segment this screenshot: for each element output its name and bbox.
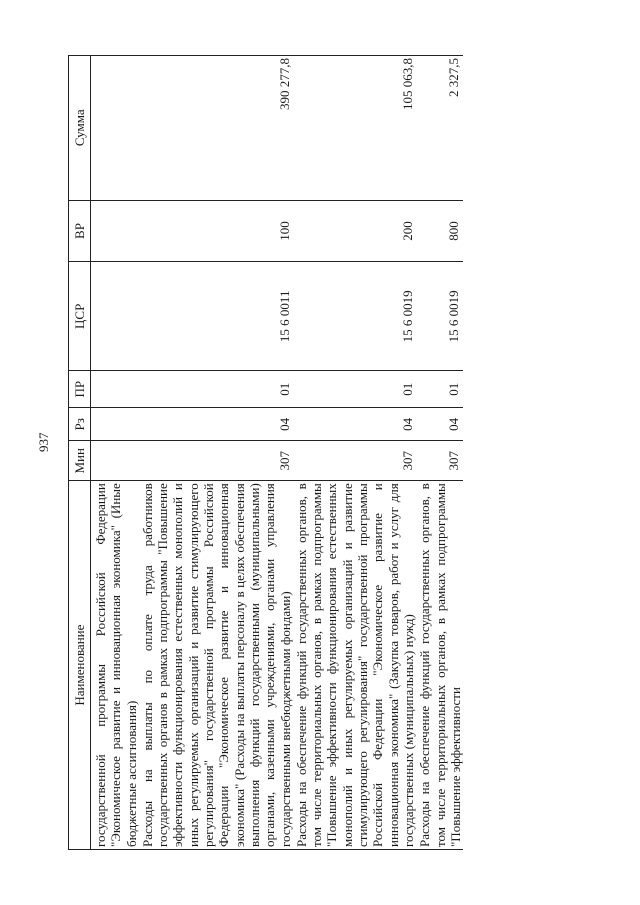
row-pr: 01: [294, 371, 417, 408]
row-name: государственной программы Российской Федерации "Экономическое развитие и инновационная экономика" (Иные бюджетные ассигнования): [91, 481, 140, 850]
row-csr: [91, 262, 140, 371]
column-header-sum: Сумма: [69, 56, 91, 201]
row-rz: [91, 408, 140, 441]
budget-table: [68, 55, 463, 850]
table-row: [140, 56, 294, 850]
row-rz: 04: [294, 408, 417, 441]
column-header-name: Наименование: [69, 481, 91, 850]
row-min: [91, 441, 140, 481]
column-header-vr: ВР: [69, 200, 91, 262]
page-number: 937: [36, 432, 51, 452]
column-header-rz: Рз: [69, 408, 91, 441]
row-rz: 04: [140, 408, 294, 441]
row-sum: [91, 56, 140, 201]
row-sum: 390 277,8: [140, 56, 294, 201]
row-min: 307: [417, 441, 463, 481]
column-header-csr: ЦСР: [69, 262, 91, 371]
row-name: Расходы на выплаты по оплате труда работников государственных органов в рамках подпрограммы "Повышение эффективности функционирования естественных монополий и иных регулируемых организаций и развитие стимулирующего регулирования" государственной программы Российской Федерации "Экономическое развитие и инновационная экономика" (Расходы на выплаты персоналу в целях обеспечения выполнения функций государственными (муниципальными) органами, казенными учреждениями, органами управления государственными внебюджетными фондами): [140, 481, 294, 850]
row-pr: [91, 371, 140, 408]
column-header-min: Мин: [69, 441, 91, 481]
row-vr: [91, 200, 140, 262]
table-row: [294, 56, 417, 850]
row-vr: 200: [294, 200, 417, 262]
row-name: Расходы на обеспечение функций государственных органов, в том числе территориальных органов, в рамках подпрограммы "Повышение эффективности: [417, 481, 463, 850]
row-sum: 105 063,8: [294, 56, 417, 201]
row-min: 307: [140, 441, 294, 481]
table-row: [91, 56, 140, 850]
row-vr: 800: [417, 200, 463, 262]
row-vr: 100: [140, 200, 294, 262]
row-name: Расходы на обеспечение функций государственных органов, в том числе территориальных органов, в рамках подпрограммы "Повышение эффективности функционирования естественных монополий и иных регулируемых организаций и развитие стимулирующего регулирования" государственной программы Российской Федерации "Экономическое развитие и инновационная экономика" (Закупка товаров, работ и услуг для государственных (муниципальных) нужд): [294, 481, 417, 850]
row-rz: 04: [417, 408, 463, 441]
table-header: [69, 56, 91, 850]
table-row: [417, 56, 463, 850]
row-pr: 01: [417, 371, 463, 408]
row-csr: 15 6 0019: [417, 262, 463, 371]
row-csr: 15 6 0019: [294, 262, 417, 371]
row-csr: 15 6 0011: [140, 262, 294, 371]
row-min: 307: [294, 441, 417, 481]
rotated-page: [68, 55, 588, 850]
column-header-pr: ПР: [69, 371, 91, 408]
row-sum: 2 327,5: [417, 56, 463, 201]
row-pr: 01: [140, 371, 294, 408]
